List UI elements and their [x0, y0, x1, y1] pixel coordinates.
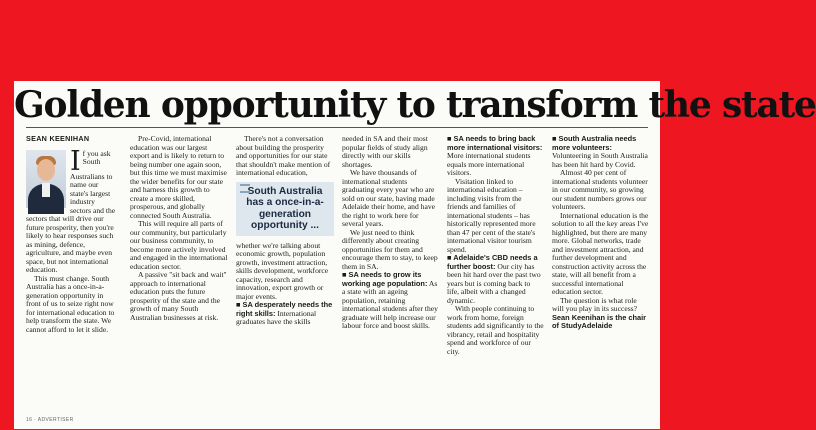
- column-3: [236, 135, 334, 327]
- paragraph-text: More international students equals more international visitors.: [447, 151, 531, 177]
- paragraph: Pre-Covid, international education was our largest export and is likely to return to being number one again soon, but this time we must maximise the wider benefits for our state and harness this growth to create a more skilled, prosperous, and globally connected South Australia.: [130, 134, 227, 220]
- author-bio: [552, 314, 650, 331]
- paragraph: There's not a conversation about building the prosperity and opportunities for our state that shouldn't make mention of international education,: [236, 134, 331, 177]
- author-photo: [26, 150, 66, 208]
- paragraph: With people continuing to work from home, foreign students add significantly to the vibrancy, retail and hospitality spend and workforce of our city.: [447, 304, 544, 356]
- paragraph: [447, 254, 544, 305]
- paragraph: f you ask South Australians to name our state's largest industry sectors and the sectors that will drive our future prosperity, then you're likely to hear responses such as mining, defence, agriculture, and maybe even space, but not international education.: [26, 148, 116, 274]
- paragraph-text: International graduates have the skills: [236, 308, 317, 326]
- paragraph: The question is what role will you play in its success?: [552, 295, 637, 313]
- subhead: ■ South Australia needs more volunteers:: [552, 134, 637, 152]
- column-4: [342, 135, 440, 331]
- subhead: ■ SA desperately needs the right skills:: [236, 300, 333, 318]
- paragraph: This will require all parts of our community, but particularly our business community, to become more actively involved and engaged in the international education sector.: [130, 219, 228, 271]
- paragraph: Almost 40 per cent of international students volunteer in our community, so growing our student numbers grows our volunteers.: [552, 168, 648, 211]
- pull-quote-text: South Australia has a once-in-a-generation opportunity ...: [246, 185, 324, 231]
- column-5: [447, 135, 544, 356]
- subhead: ■ SA needs to grow its working age population:: [342, 270, 428, 288]
- newspaper-page: [14, 81, 816, 429]
- drop-cap: I: [70, 145, 81, 177]
- subhead: ■ SA needs to bring back more international visitors:: [447, 134, 543, 152]
- paragraph-text: As a state with an ageing population, retaining international students after they graduate will help increase our labour force and boost skills.: [342, 278, 438, 330]
- paragraph: We have thousands of international students graduating every year who are sold on our state, having made Adelaide their home, and have the right to work here for several years.: [342, 168, 435, 228]
- paragraph: [236, 301, 334, 327]
- column-1: [26, 135, 117, 334]
- paragraph: whether we're talking about economic growth, population growth, investment attraction, skills development, workforce capacity, research and innovation, export growth or major events.: [236, 240, 329, 301]
- byline: SEAN KEENIHAN: [26, 134, 90, 143]
- paragraph: [342, 271, 440, 331]
- page-footer: 16 · ADVERTISER: [26, 417, 74, 423]
- author-bio-text: Sean Keenihan is the chair of StudyAdelaide: [552, 312, 647, 330]
- headline: Golden opportunity to transform the state: [14, 84, 816, 126]
- paragraph: needed in SA and their most popular fields of study align directly with our skills shortages.: [342, 134, 428, 169]
- paragraph-text: Volunteering in South Australia has been hit hard by Covid.: [552, 151, 648, 169]
- paragraph: A passive "sit back and wait" approach to international education puts the future prosperity of the state and the growth of many South Australian businesses at risk.: [130, 270, 227, 322]
- paragraph-text: Our city has been hit hard over the past two years but is coming back to life, albeit with a changed dynamic.: [447, 261, 541, 305]
- paragraph: Visitation linked to international education – including visits from the friends and families of international students – has historically represented more than 47 per cent of the state's international visitor tourism spend.: [447, 176, 536, 254]
- paragraph: This must change. South Australia has a once-in-a-generation opportunity in front of us to seize right now for international education to help transform the state. We cannot afford to let it slide.: [26, 273, 115, 334]
- subhead: ■ Adelaide's CBD needs a further boost:: [447, 253, 538, 271]
- paragraph: [447, 135, 544, 178]
- column-6: [552, 135, 650, 331]
- headline-rule: [26, 127, 648, 128]
- column-2: [130, 135, 228, 322]
- paragraph: [552, 135, 650, 169]
- pull-quote: [236, 182, 334, 236]
- paragraph: We just need to think differently about creating opportunities for them and encourage them to stay, to keep them in SA.: [342, 227, 438, 271]
- quote-mark-icon: [240, 184, 250, 193]
- paragraph: International education is the solution to all the key areas I've highlighted, but there are many more. Global networks, trade and investment attraction, and further development and construction activity across the state, will all benefit from a successful international education sector.: [552, 210, 649, 296]
